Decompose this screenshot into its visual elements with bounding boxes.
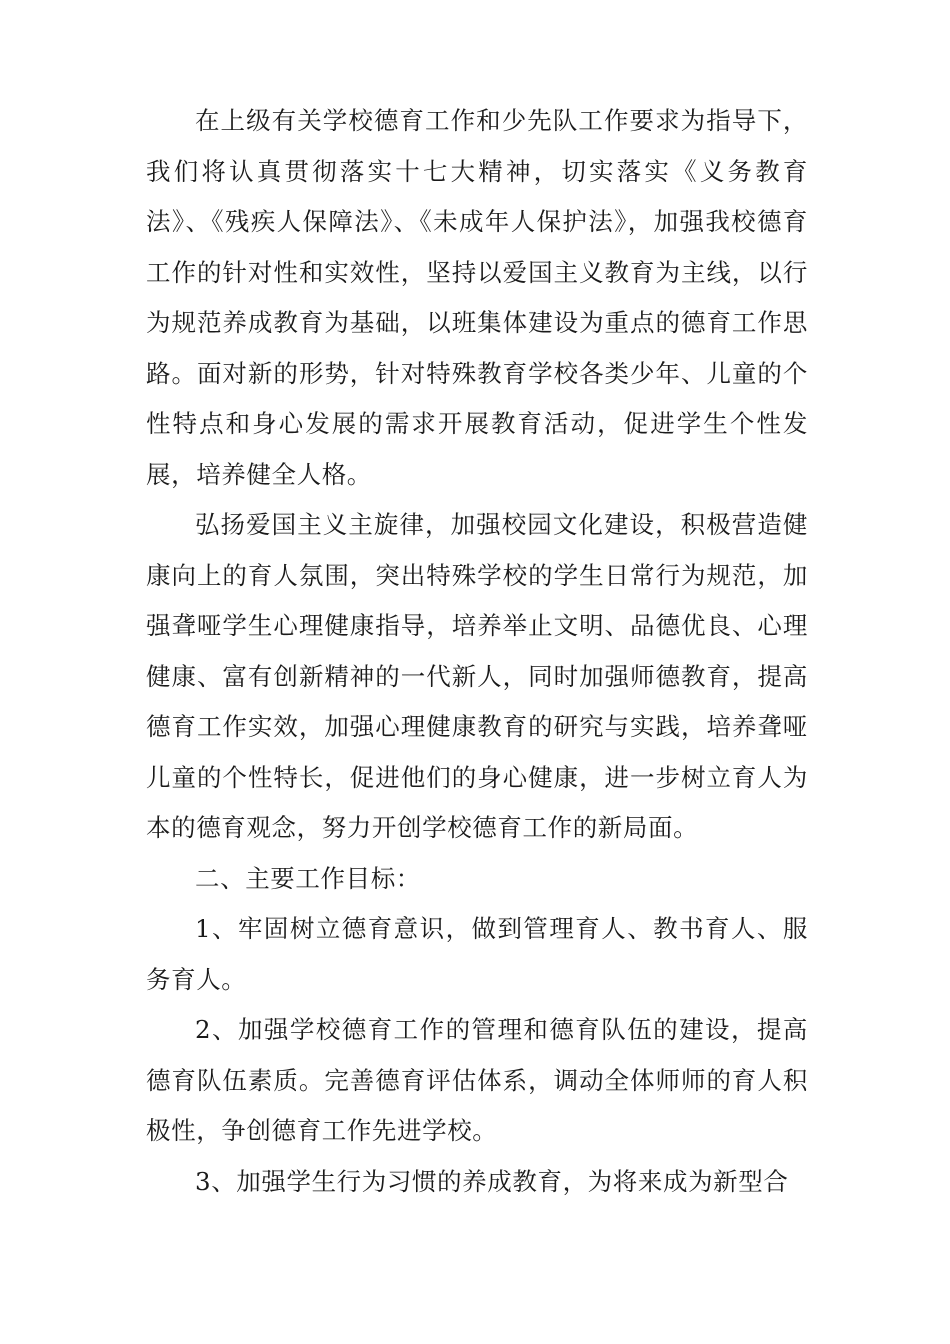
list-item-goal-1: 1、牢固树立德育意识，做到管理育人、教书育人、服务育人。 [146,914,808,994]
document-body [146,96,808,1207]
list-item-goal-3: 3、加强学生行为习惯的养成教育，为将来成为新型合 [195,1166,789,1196]
paragraph-patriotism: 弘扬爱国主义主旋律，加强校园文化建设，积极营造健康向上的育人氛围，突出特殊学校的学生日常行为规范，加强聋哑学生心理健康指导，培养举止文明、品德优良、心理健康、富有创新精神的一代新人，同时加强师德教育，提高德育工作实效，加强心理健康教育的研究与实践，培养聋哑儿童的个性特长，促进他们的身心健康，进一步树立育人为本的德育观念，努力开创学校德育工作的新局面。 [146,510,808,842]
paragraph-guidance: 在上级有关学校德育工作和少先队工作要求为指导下，我们将认真贯彻落实十七大精神，切实落实《义务教育法》、《残疾人保障法》、《未成年人保护法》，加强我校德育工作的针对性和实效性，坚持以爱国主义教育为主线，以行为规范养成教育为基础，以班集体建设为重点的德育工作思路。面对新的形势，针对特殊教育学校各类少年、儿童的个性特点和身心发展的需求开展教育活动，促进学生个性发展，培养健全人格。 [146,106,808,489]
list-item-goal-2: 2、加强学校德育工作的管理和德育队伍的建设，提高德育队伍素质。完善德育评估体系，调动全体师师的育人积极性，争创德育工作先进学校。 [146,1015,808,1145]
section-heading-main-goals: 二、主要工作目标： [195,863,421,893]
